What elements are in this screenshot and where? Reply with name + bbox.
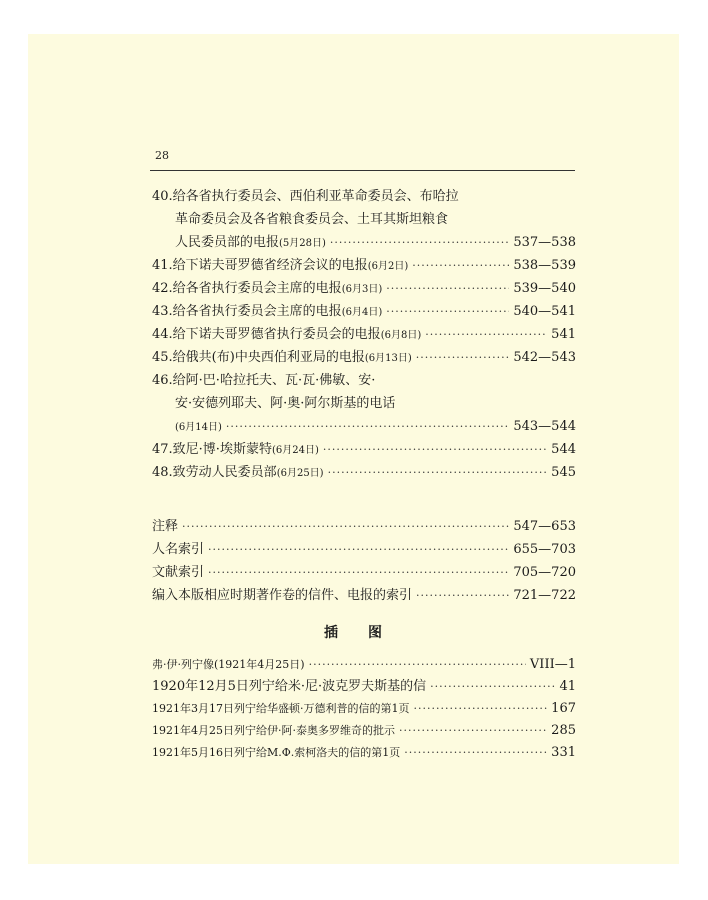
toc-entry [152,300,576,323]
entry-date: (6月2日) [367,261,409,272]
dot-leader [412,254,509,277]
toc-entry [152,231,576,254]
letters-list [152,185,576,484]
appendix-entry [152,515,576,538]
appendix-entry [152,561,576,584]
entry-pages: 705—720 [513,565,576,580]
entry-date: (6月3日) [341,284,383,295]
entry-pages: 542—543 [513,350,576,365]
entry-title: 弗·伊·列宁像(1921年4月25日) [152,658,305,671]
toc-entry [152,323,576,346]
toc-entry-line [152,208,576,231]
illustration-entry [152,654,576,676]
toc-entry [152,254,576,277]
entry-date: (6月25日) [276,468,324,479]
appendix-entry [152,584,576,607]
toc-entry [152,346,576,369]
entry-title: 1921年5月16日列宁给M.Φ.索柯洛夫的信的第1页 [152,746,401,759]
illustrations-heading [0,622,708,642]
dot-leader [323,438,547,461]
dot-leader [430,676,555,698]
illustration-entry [152,676,576,698]
entry-pages: 167 [551,701,576,716]
entry-pages: 41 [559,679,576,694]
entry-title: 安·安德列耶夫、阿·奥·阿尔斯基的电话 [175,396,396,411]
entry-title: 42.给各省执行委员会主席的电报 [152,281,342,296]
toc-entry [152,277,576,300]
entry-title: 1920年12月5日列宁给米·尼·波克罗夫斯基的信 [152,679,427,694]
dot-leader [330,231,509,254]
entry-title: 48.致劳动人民委员部 [152,465,277,480]
toc-entry [152,415,576,438]
heading-char: 插 [324,625,340,641]
toc-entry-line [152,185,576,208]
illustration-entry [152,720,576,742]
heading-char: 图 [368,625,384,641]
entry-pages: 537—538 [513,235,576,250]
dot-leader [309,654,526,676]
dot-leader [328,461,548,484]
entry-pages: 544 [551,442,576,457]
page-number: 28 [155,149,169,162]
entry-pages: 285 [551,723,576,738]
entry-title: 革命委员会及各省粮食委员会、土耳其斯坦粮食 [175,212,449,227]
entry-title: 文献索引 [152,565,205,580]
entry-title: 43.给各省执行委员会主席的电报 [152,304,342,319]
illustrations-list [152,654,576,764]
dot-leader [416,584,509,607]
dot-leader [386,277,509,300]
entry-pages: 545 [551,465,576,480]
entry-title: 人名索引 [152,542,205,557]
entry-title: 编入本版相应时期著作卷的信件、电报的索引 [152,588,413,603]
entry-title: 44.给下诺夫哥罗德省执行委员会的电报 [152,327,381,342]
entry-date: (6月24日) [271,445,319,456]
entry-date: (6月4日) [341,307,383,318]
entry-date: (6月8日) [380,330,422,341]
dot-leader [416,346,510,369]
dot-leader [404,742,547,764]
entry-date: (6月14日) [175,422,222,433]
illustration-entry [152,698,576,720]
dot-leader [386,300,509,323]
entry-pages: VIII—1 [529,657,576,672]
illustration-entry [152,742,576,764]
entry-title: 47.致尼·博·埃斯蒙特 [152,442,272,457]
entry-title: 40.给各省执行委员会、西伯利亚革命委员会、布哈拉 [152,189,459,204]
dot-leader [208,538,509,561]
appendix-list [152,515,576,607]
entry-pages: 540—541 [513,304,576,319]
entry-title: 46.给阿·巴·哈拉托夫、瓦·瓦·佛敏、安· [152,373,376,388]
entry-pages: 538—539 [513,258,576,273]
entry-title: 45.给俄共(布)中央西伯利亚局的电报 [152,350,365,365]
toc-entry-line [152,369,576,392]
entry-title: 注释 [152,519,179,534]
entry-pages: 331 [551,745,576,760]
entry-pages: 655—703 [513,542,576,557]
entry-title: 1921年4月25日列宁给伊·阿·泰奥多罗维奇的批示 [152,724,395,737]
appendix-entry [152,538,576,561]
entry-title: 人民委员部的电报 [175,235,280,250]
entry-title: 41.给下诺夫哥罗德省经济会议的电报 [152,258,368,273]
dot-leader [208,561,509,584]
entry-title: 1921年3月17日列宁给华盛顿·万德利普的信的第1页 [152,702,410,715]
entry-pages: 539—540 [513,281,576,296]
header-rule [150,170,575,171]
entry-date: (5月28日) [279,238,326,249]
toc-entry [152,438,576,461]
toc-entry-line [152,392,576,415]
dot-leader [425,323,547,346]
toc-entry [152,461,576,484]
entry-date: (6月13日) [364,353,412,364]
entry-pages: 543—544 [513,419,576,434]
entry-pages: 547—653 [513,519,576,534]
dot-leader [413,698,547,720]
entry-pages: 541 [551,327,576,342]
entry-pages: 721—722 [513,588,576,603]
dot-leader [182,515,509,538]
dot-leader [226,415,509,438]
dot-leader [399,720,547,742]
